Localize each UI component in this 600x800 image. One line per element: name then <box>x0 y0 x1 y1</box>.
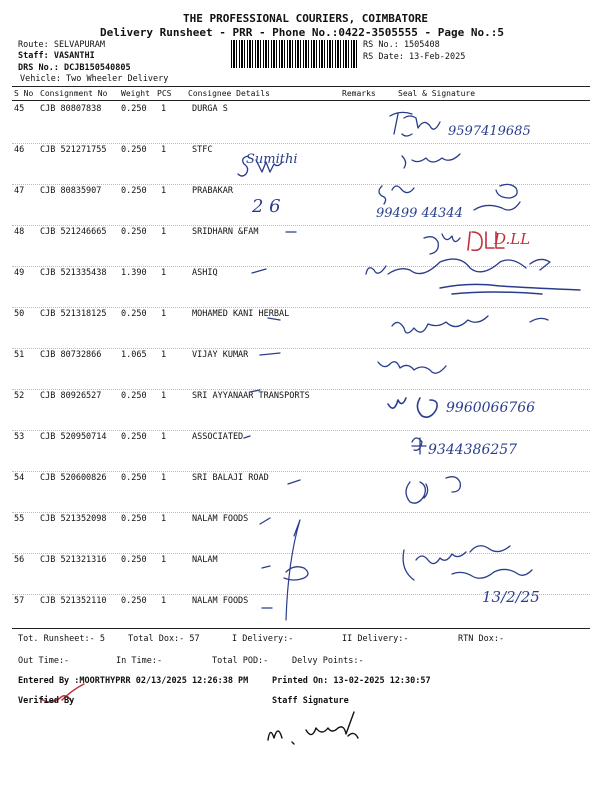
handwritten-phone-52: 9960066766 <box>446 400 536 416</box>
row-pcs: 1 <box>161 391 167 401</box>
row-consignment: CJB 521271755 <box>40 145 107 155</box>
row-sno: 48 <box>14 227 25 237</box>
row-sno: 50 <box>14 309 25 319</box>
row-pcs: 1 <box>161 145 167 155</box>
row-consignment: CJB 520950714 <box>40 432 107 442</box>
row-consignment: CJB 80807838 <box>40 104 102 114</box>
row-sno: 53 <box>14 432 25 442</box>
i-delivery: I Delivery:- <box>232 634 294 644</box>
row-pcs: 1 <box>161 514 167 524</box>
row-details: NALAM FOODS <box>192 514 249 524</box>
handwritten-name-46: Sumithi <box>246 152 298 167</box>
row-sno: 46 <box>14 145 25 155</box>
col-seal: Seal & Signature <box>398 89 476 98</box>
handwritten-mark-48: D.LL <box>494 230 531 248</box>
row-weight: 0.250 <box>121 555 147 565</box>
row-pcs: 1 <box>161 473 167 483</box>
vehicle: Vehicle: Two Wheeler Delivery <box>20 74 169 84</box>
row-weight: 0.250 <box>121 514 147 524</box>
printed-on: Printed On: 13-02-2025 12:30:57 <box>272 676 431 686</box>
row-details: ASSOCIATED <box>192 432 244 442</box>
drs-number: DRS No.: DCJB150540805 <box>18 63 131 73</box>
total-dox: Total Dox:- 57 <box>128 634 200 644</box>
row-weight: 0.250 <box>121 186 147 196</box>
rs-number: RS No.: 1505408 <box>363 40 440 50</box>
row-details: MOHAMED KANI HERBAL <box>192 309 290 319</box>
row-sno: 52 <box>14 391 25 401</box>
row-weight: 0.250 <box>121 473 147 483</box>
row-sno: 47 <box>14 186 25 196</box>
row-pcs: 1 <box>161 227 167 237</box>
row-consignment: CJB 521318125 <box>40 309 107 319</box>
rtn-dox: RTN Dox:- <box>458 634 505 644</box>
row-consignment: CJB 521246665 <box>40 227 107 237</box>
row-details: NALAM FOODS <box>192 596 249 606</box>
verified-by: Verified By <box>18 696 75 706</box>
col-details: Consignee Details <box>188 89 270 98</box>
row-weight: 0.250 <box>121 145 147 155</box>
runsheet-subtitle: Delivery Runsheet - PRR - Phone No.:0422-3505555 - Page No.:5 <box>100 26 504 39</box>
row-sno: 51 <box>14 350 25 360</box>
handwritten-mark-47: 2 6 <box>252 196 281 217</box>
row-pcs: 1 <box>161 350 167 360</box>
row-details: PRABAKAR <box>192 186 233 196</box>
row-details: SRIDHARN &FAM <box>192 227 259 237</box>
out-time: Out Time:- <box>18 656 70 666</box>
staff-signature-label: Staff Signature <box>272 696 349 706</box>
row-sno: 55 <box>14 514 25 524</box>
row-weight: 0.250 <box>121 309 147 319</box>
row-pcs: 1 <box>161 104 167 114</box>
row-weight: 1.065 <box>121 350 147 360</box>
row-sno: 45 <box>14 104 25 114</box>
rs-date: RS Date: 13-Feb-2025 <box>363 52 466 62</box>
row-consignment: CJB 521352110 <box>40 596 107 606</box>
row-weight: 0.250 <box>121 391 147 401</box>
handwritten-phone-47: 99499 44344 <box>376 206 463 221</box>
row-details: VIJAY KUMAR <box>192 350 249 360</box>
row-details: STFC <box>192 145 213 155</box>
row-pcs: 1 <box>161 268 167 278</box>
row-pcs: 1 <box>161 596 167 606</box>
row-consignment: CJB 521321316 <box>40 555 107 565</box>
row-weight: 0.250 <box>121 432 147 442</box>
in-time: In Time:- <box>116 656 163 666</box>
handwritten-phone-53: 9344386257 <box>428 442 518 458</box>
handwritten-phone-45: 9597419685 <box>448 124 531 139</box>
row-details: DURGA S <box>192 104 228 114</box>
handwritten-date-56: 13/2/25 <box>482 588 540 606</box>
ii-delivery: II Delivery:- <box>342 634 409 644</box>
row-pcs: 1 <box>161 432 167 442</box>
row-sno: 56 <box>14 555 25 565</box>
row-consignment: CJB 80835907 <box>40 186 102 196</box>
col-weight: Weight <box>121 89 150 98</box>
row-consignment: CJB 80926527 <box>40 391 102 401</box>
row-pcs: 1 <box>161 555 167 565</box>
row-details: NALAM <box>192 555 218 565</box>
col-pcs: PCS <box>157 89 172 98</box>
col-remarks: Remarks <box>342 89 376 98</box>
row-details: ASHIQ <box>192 268 218 278</box>
row-weight: 0.250 <box>121 596 147 606</box>
delivery-points: Delvy Points:- <box>292 656 364 666</box>
row-pcs: 1 <box>161 186 167 196</box>
staff: Staff: VASANTHI <box>18 51 95 61</box>
col-consignment: Consignment No <box>40 89 108 98</box>
entered-by: Entered By :MOORTHYPRR 02/13/2025 12:26:38 PM <box>18 676 249 686</box>
row-weight: 0.250 <box>121 104 147 114</box>
row-details: SRI BALAJI ROAD <box>192 473 269 483</box>
total-pod: Total POD:- <box>212 656 269 666</box>
row-consignment: CJB 80732866 <box>40 350 102 360</box>
row-consignment: CJB 520600826 <box>40 473 107 483</box>
route: Route: SELVAPURAM <box>18 40 105 50</box>
col-sno: S No <box>14 89 34 98</box>
row-pcs: 1 <box>161 309 167 319</box>
row-consignment: CJB 521352098 <box>40 514 107 524</box>
row-weight: 0.250 <box>121 227 147 237</box>
row-consignment: CJB 521335438 <box>40 268 107 278</box>
row-sno: 54 <box>14 473 25 483</box>
row-weight: 1.390 <box>121 268 147 278</box>
row-sno: 57 <box>14 596 25 606</box>
row-sno: 49 <box>14 268 25 278</box>
company-name: THE PROFESSIONAL COURIERS, COIMBATORE <box>183 12 429 25</box>
total-runsheet: Tot. Runsheet:- 5 <box>18 634 105 644</box>
row-details: SRI AYYANAAR TRANSPORTS <box>192 391 310 401</box>
